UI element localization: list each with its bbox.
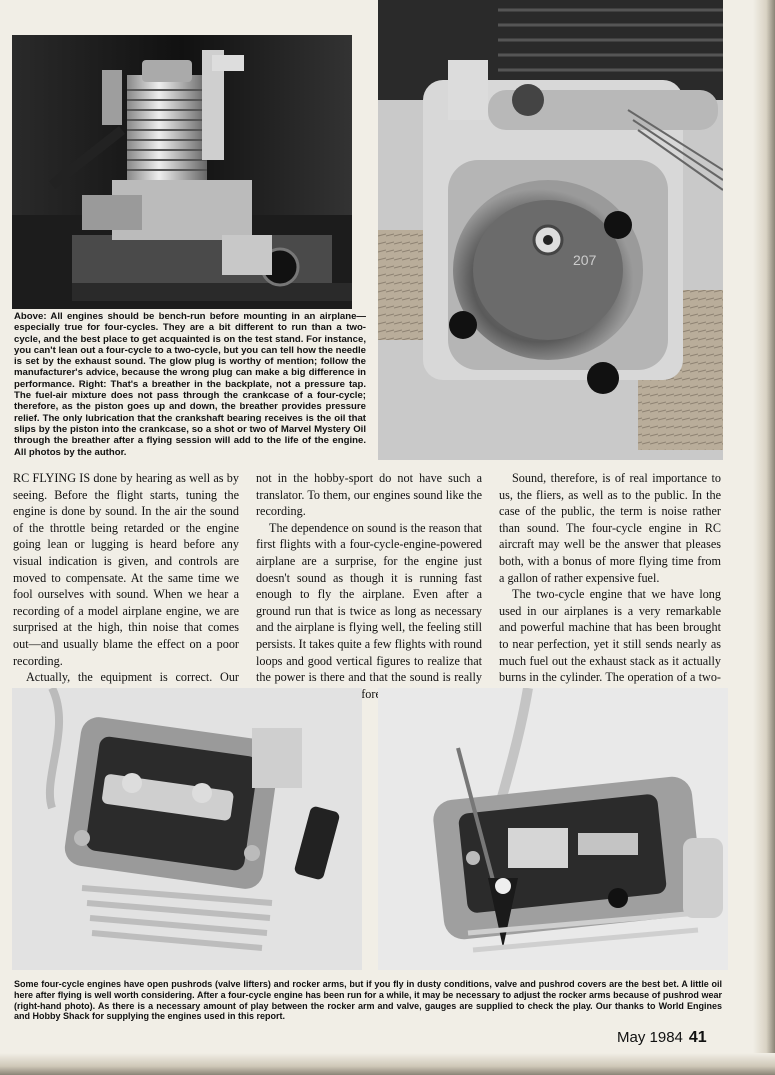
article-paragraph: Sound, therefore, is of real importance to us, the fliers, as well as to the public. In the case of the public, the term is noise rather than sound. The four-cycle engine in RC aircraft may well be the answer that pleases both, with a bonus of more flying time from a gallon of rather expensive fuel. <box>499 471 721 585</box>
page-edge-shadow-bottom <box>0 1053 775 1075</box>
article-column-2 <box>256 470 482 702</box>
page-number: 41 <box>688 1029 707 1046</box>
page-footer <box>617 1029 707 1047</box>
backplate-stamp: 207 <box>573 252 597 268</box>
top-photo-caption: Above: All engines should be bench-run before mounting in an airplane—especially true for four-cycles. They are a bit different to run than a two-cycle, and the best place to get acquainted is on the test stand. For instance, you can't lean out a four-cycle to a two-cycle, but you can tell how the needle is set by the exhaust sound. The glow plug is worthy of mention; follow the manufacturer's advice, because the wrong plug can make a big difference in performance. Right: That's a breather in the backplate, not a pressure tap. The fuel-air mixture does not pass through the crankcase of a four-cycle; therefore, as the piston goes up and down, the breather provides pressure relief. The only lubrication that the crankshaft bearing receives is the oil that slips by the piston into the crankcase, so a shot or two of Marvel Mystery Oil through the breather after a flying session will add to the life of the engine. All photos by the author. <box>14 311 366 458</box>
article-column-1 <box>13 470 239 719</box>
rocker-arms-photo <box>12 688 362 970</box>
article-column-3 <box>499 470 721 719</box>
page-edge-shadow <box>753 0 775 1075</box>
article-paragraph: RC FLYING IS done by hearing as well as by seeing. Before the flight starts, tuning the engine is done by sound. In the air the sound of the throttle being retarded or the engine going lean or lugging is heard before any visual indication is given, and controls are moved to compensate. At the same time we fool ourselves with sound. When we hear a recording of a model airplane engine, we are surprised at the high, thin noise that comes out—and usually blame the effect on a poor recording. <box>13 471 239 668</box>
engine-bench-photo <box>12 35 352 309</box>
article-paragraph: The dependence on sound is the reason that first flights with a four-cycle-engine-powered airplane are a surprise, for the engine just doesn't sound as though it is running fast enough to fly the airplane. Even after a ground run that is twice as long as necessary and the airplane is flying well, the feeling still persists. It takes quite a few flights with round loops and good vertical figures to realize that the power is there and that the sound is really before. <box>256 520 482 701</box>
issue-date: May 1984 <box>617 1029 683 1046</box>
article-paragraph: Actually, the equipment is correct. Our <box>26 670 239 685</box>
pushrod-gauge-photo <box>378 688 728 970</box>
article-paragraph: not in the hobby-sport do not have such a translator. To them, our engines sound like the recording. <box>256 471 482 519</box>
bottom-photo-caption: Some four-cycle engines have open pushrods (valve lifters) and rocker arms, but if you fly in dusty conditions, valve and pushrod covers are the best bet. A little oil here after flying is well worth considering. After a four-cycle engine has been run for a while, it may be necessary to adjust the rocker arms because of pushrod wear (right-hand photo). As there is a necessary amount of play between the rocker arm and valve, gauges are supplied to check the play. Our thanks to World Engines and Hobby Shack for supplying the engines used in this report. <box>14 979 722 1022</box>
article-paragraph: The two-cycle engine that we have long used in our airplanes is a very remarkable and powerful machine that has been brought to near perfection, yet it still sends nearly as much fuel out the exhaust stack as it actually burns in the cylinder. The operation of a two- <box>499 587 721 685</box>
engine-backplate-photo <box>378 0 723 460</box>
